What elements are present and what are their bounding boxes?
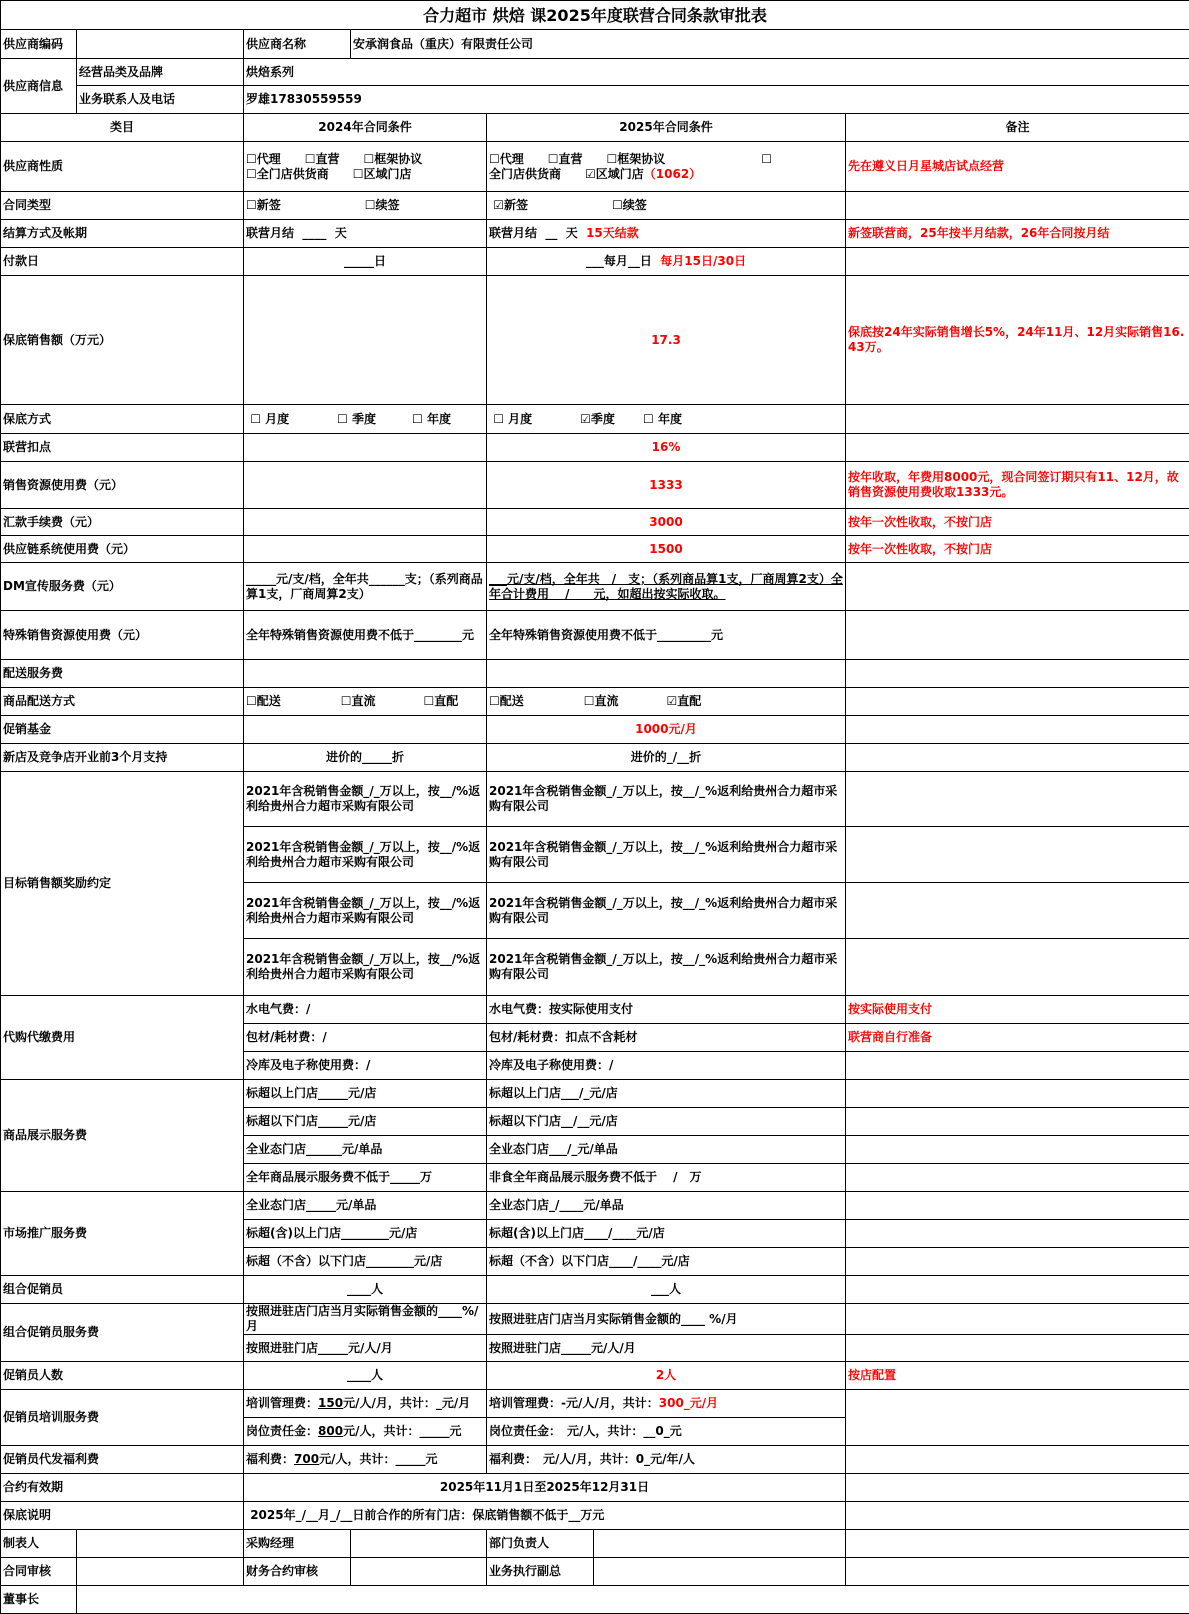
row-label: 保底说明 [1, 1502, 244, 1530]
delivery-mode-2024[interactable]: ☐配送 ☐直流 ☐直配 [244, 688, 487, 716]
note[interactable] [846, 1220, 1189, 1248]
note[interactable]: 先在遵义日月星城店试点经营 [846, 142, 1189, 192]
delivery-fee-2025[interactable] [487, 660, 846, 688]
row-label: 促销员代发福利费 [1, 1446, 244, 1474]
row-label: 合约有效期 [1, 1474, 244, 1502]
chairman-field[interactable] [77, 1586, 1189, 1614]
finance-review-label: 财务合约审核 [244, 1558, 351, 1586]
note[interactable] [846, 1335, 1189, 1362]
signature-row [1, 1586, 1189, 1614]
welfare-2024[interactable] [244, 1446, 487, 1474]
display-label: 商品展示服务费 [1, 1080, 244, 1192]
table-row [1, 536, 1189, 563]
table-row [1, 688, 1189, 716]
text: 元/人/月，共计：_元/月 [343, 1396, 470, 1410]
settlement-2025-text: 联营月结 __ 天 [489, 226, 586, 240]
note[interactable] [846, 1164, 1189, 1192]
settlement-2024[interactable]: 联营月结 ____ 天 [244, 220, 487, 248]
marketing-2024[interactable]: 标超(含)以上门店________元/店 [244, 1220, 487, 1248]
table-row [1, 248, 1189, 276]
note[interactable] [846, 1502, 1189, 1530]
row-label: 配送服务费 [1, 660, 244, 688]
training-2024[interactable] [244, 1418, 487, 1446]
text: 培训管理费：-元/人/月，共计： [489, 1396, 659, 1410]
supplier-name-value[interactable]: 安承润食品（重庆）有限责任公司 [351, 30, 1189, 59]
row-label: 联营扣点 [1, 434, 244, 462]
note[interactable] [846, 1108, 1189, 1136]
promoter-count-2025[interactable]: 2人 [487, 1362, 846, 1390]
proxy-2025[interactable]: 水电气费：按实际使用支付 [487, 996, 846, 1024]
note[interactable] [846, 1446, 1189, 1474]
supplier-name-label: 供应商名称 [244, 30, 351, 59]
table-row [1, 1276, 1189, 1304]
preparer-field[interactable] [77, 1530, 244, 1558]
amount: 700 [294, 1452, 319, 1466]
training-2025[interactable] [487, 1390, 846, 1418]
target-2024[interactable]: 2021年含税销售金额_/_万以上，按__/%返利给贵州合力超市采购有限公司 [244, 827, 487, 883]
note[interactable] [846, 1052, 1189, 1080]
preparer-label: 制表人 [1, 1530, 77, 1558]
supply-chain-2025[interactable]: 1500 [487, 536, 846, 563]
note[interactable]: 按年一次性收取，不按门店 [846, 509, 1189, 536]
table-row [1, 563, 1189, 611]
dept-head-label: 部门负责人 [487, 1530, 594, 1558]
dept-head-field[interactable] [594, 1530, 846, 1558]
row-label: 促销基金 [1, 716, 244, 744]
row-label: 新店及竞争店开业前3个月支持 [1, 744, 244, 772]
note[interactable] [846, 1276, 1189, 1304]
note[interactable] [846, 1136, 1189, 1164]
note[interactable] [846, 688, 1189, 716]
dm-2025[interactable]: ___元/支/档，全年共 / 支；（系列商品算1支，厂商周算2支）全年合计费用 / 元，如超出按实际收取。 [487, 563, 846, 611]
proxy-2024[interactable]: 包材/耗材费：/ [244, 1024, 487, 1052]
text: 元/人，共计：_____元 [343, 1424, 461, 1438]
table-row [1, 744, 1189, 772]
target-2024[interactable]: 2021年含税销售金额_/_万以上，按__/%返利给贵州合力超市采购有限公司 [244, 772, 487, 827]
proxy-2024[interactable]: 水电气费：/ [244, 996, 487, 1024]
text: 福利费： [246, 1452, 294, 1466]
deduction-2024[interactable] [244, 434, 487, 462]
table-row [1, 192, 1189, 220]
settlement-2025[interactable] [487, 220, 846, 248]
note[interactable]: 联营商自行准备 [846, 1024, 1189, 1052]
note[interactable] [846, 1080, 1189, 1108]
note[interactable] [846, 1390, 1189, 1446]
contract-type-2024[interactable]: ☐新签 ☐续签 [244, 192, 487, 220]
marketing-2024[interactable]: 标超（不含）以下门店________元/店 [244, 1248, 487, 1276]
text: 培训管理费： [246, 1396, 318, 1410]
note[interactable]: 按实际使用支付 [846, 996, 1189, 1024]
display-2024[interactable]: 标超以下门店_____元/店 [244, 1108, 487, 1136]
note[interactable] [846, 744, 1189, 772]
row-label: 特殊销售资源使用费（元） [1, 611, 244, 660]
min-mode-2025[interactable]: ☐ 月度 ☑季度 ☐ 年度 [487, 405, 846, 434]
marketing-label: 市场推广服务费 [1, 1192, 244, 1276]
row-label: 组合促销员 [1, 1276, 244, 1304]
row-label: 商品配送方式 [1, 688, 244, 716]
row-label: 供应商性质 [1, 142, 244, 192]
table-row [1, 434, 1189, 462]
header-note: 备注 [846, 114, 1189, 142]
note[interactable]: 按年一次性收取，不按门店 [846, 536, 1189, 563]
display-2025[interactable]: 全业态门店___/_元/单品 [487, 1136, 846, 1164]
validity-value[interactable]: 2025年11月1日至2025年12月31日 [244, 1474, 846, 1502]
table-row [1, 405, 1189, 434]
contact-label: 业务联系人及电话 [77, 86, 244, 114]
payday-2025-value: 每月15日/30日 [660, 254, 746, 268]
proxy-label: 代购代缴费用 [1, 996, 244, 1080]
note[interactable]: 按年收取，年费用8000元，现合同签订期只有11、12月，故销售资源使用费收取1333元。 [846, 462, 1189, 509]
note[interactable] [846, 939, 1189, 996]
promo-fund-2024[interactable] [244, 716, 487, 744]
promoter-fee-2024[interactable]: 按照进驻门店_____元/人/月 [244, 1335, 487, 1362]
supplier-code-value[interactable] [77, 30, 244, 59]
settlement-2025-value: 15天结款 [586, 226, 639, 240]
display-2025[interactable]: 标超以下门店__/__元/店 [487, 1108, 846, 1136]
delivery-fee-2024[interactable] [244, 660, 487, 688]
note[interactable] [846, 772, 1189, 827]
remit-fee-2024[interactable] [244, 509, 487, 536]
note[interactable] [846, 248, 1189, 276]
note[interactable] [846, 1248, 1189, 1276]
category-brand-label: 经营品类及品牌 [77, 59, 244, 86]
row-label: 促销员人数 [1, 1362, 244, 1390]
note[interactable] [846, 660, 1189, 688]
proxy-2025[interactable]: 包材/耗材费：扣点不含耗材 [487, 1024, 846, 1052]
supplier-info-label: 供应商信息 [1, 59, 77, 114]
table-row [1, 1192, 1189, 1220]
supply-chain-2024[interactable] [244, 536, 487, 563]
payday-2025-text: ___每月__日 [586, 254, 660, 268]
target-2025[interactable]: 2021年含税销售金额_/_万以上，按__/_%返利给贵州合力超市采购有限公司 [487, 827, 846, 883]
note[interactable]: 按店配置 [846, 1362, 1189, 1390]
signature-row [1, 1530, 1189, 1558]
table-row [1, 220, 1189, 248]
note[interactable] [846, 611, 1189, 660]
table-row [1, 611, 1189, 660]
display-2025[interactable]: 标超以上门店___/_元/店 [487, 1080, 846, 1108]
promoter-count-2024[interactable]: ____人 [244, 1362, 487, 1390]
table-row [1, 1080, 1189, 1108]
marketing-2025[interactable]: 标超（不含）以下门店____/____元/店 [487, 1248, 846, 1276]
table-row [1, 1502, 1189, 1530]
sales-resource-2025[interactable]: 1333 [487, 462, 846, 509]
signature-row [1, 1558, 1189, 1586]
category-brand-value[interactable]: 烘焙系列 [244, 59, 1189, 86]
header-2025: 2025年合同条件 [487, 114, 846, 142]
row-label: 销售资源使用费（元） [1, 462, 244, 509]
blank-cell [846, 1558, 1189, 1586]
purchasing-manager-label: 采购经理 [244, 1530, 351, 1558]
header-2024: 2024年合同条件 [244, 114, 487, 142]
training-2025[interactable]: 岗位责任金： 元/人，共计：__0_元 [487, 1418, 846, 1446]
remit-fee-2025[interactable]: 3000 [487, 509, 846, 536]
amount: 150 [318, 1396, 343, 1410]
display-2025[interactable]: 非食全年商品展示服务费不低于 / 万 [487, 1164, 846, 1192]
row-label: 付款日 [1, 248, 244, 276]
promoter-fee-2024[interactable]: 按照进驻店门店当月实际销售金额的____%/月 [244, 1304, 487, 1335]
table-row [1, 1304, 1189, 1335]
store-count: （1062） [644, 167, 701, 181]
deduction-2025[interactable]: 16% [487, 434, 846, 462]
contract-review-field[interactable] [77, 1558, 244, 1586]
note[interactable] [846, 883, 1189, 939]
note[interactable] [846, 405, 1189, 434]
exec-vp-label: 业务执行副总 [487, 1558, 594, 1586]
text: 元/人，共计：_____元 [319, 1452, 437, 1466]
promoter-2025[interactable]: ___人 [487, 1276, 846, 1304]
table-row [1, 772, 1189, 827]
proxy-2024[interactable]: 冷库及电子称使用费：/ [244, 1052, 487, 1080]
contract-review-label: 合同审核 [1, 1558, 77, 1586]
note[interactable] [846, 192, 1189, 220]
special-resource-2024[interactable]: 全年特殊销售资源使用费不低于________元 [244, 611, 487, 660]
table-row [1, 716, 1189, 744]
exec-vp-field[interactable] [594, 1558, 846, 1586]
table-row [1, 996, 1189, 1024]
note[interactable]: 保底按24年实际销售增长5%，24年11月、12月实际销售16.43万。 [846, 276, 1189, 405]
note[interactable] [846, 716, 1189, 744]
row-label: 结算方式及帐期 [1, 220, 244, 248]
dm-2024[interactable]: _____元/支/档，全年共______支；（系列商品算1支，厂商周算2支） [244, 563, 487, 611]
row-label: 合同类型 [1, 192, 244, 220]
training-2024[interactable] [244, 1390, 487, 1418]
target-2025[interactable]: 2021年含税销售金额_/_万以上，按__/_%返利给贵州合力超市采购有限公司 [487, 883, 846, 939]
nature-2025-text: ☐代理 ☐直营 ☐框架协议 ☐ 全门店供货商 ☑区域门店 [489, 152, 772, 181]
nature-2025[interactable] [487, 142, 846, 192]
display-2024[interactable]: 标超以上门店_____元/店 [244, 1080, 487, 1108]
amount: 300_元/月 [659, 1396, 718, 1410]
payday-2024[interactable]: _____日 [244, 248, 487, 276]
contract-type-2025[interactable]: ☑新签 ☐续签 [487, 192, 846, 220]
note[interactable] [846, 1304, 1189, 1335]
table-row [1, 462, 1189, 509]
min-sales-2025[interactable]: 17.3 [487, 276, 846, 405]
target-2025[interactable]: 2021年含税销售金额_/_万以上，按__/_%返利给贵州合力超市采购有限公司 [487, 772, 846, 827]
form-title: 合力超市 烘焙 课2025年度联营合同条款审批表 [1, 1, 1189, 30]
target-2024[interactable]: 2021年含税销售金额_/_万以上，按__/%返利给贵州合力超市采购有限公司 [244, 939, 487, 996]
supplier-code-label: 供应商编码 [1, 30, 77, 59]
payday-2025[interactable] [487, 248, 846, 276]
table-row [1, 1390, 1189, 1418]
note[interactable] [846, 1192, 1189, 1220]
note[interactable] [846, 1474, 1189, 1502]
row-label: 供应链系统使用费（元） [1, 536, 244, 563]
table-row [1, 1446, 1189, 1474]
training-label: 促销员培训服务费 [1, 1390, 244, 1446]
promoter-fee-label: 组合促销员服务费 [1, 1304, 244, 1362]
row-label: 汇款手续费（元） [1, 509, 244, 536]
welfare-2025[interactable]: 福利费： 元/人/月，共计：0_元/年/人 [487, 1446, 846, 1474]
promoter-2024[interactable]: ____人 [244, 1276, 487, 1304]
finance-review-field[interactable] [351, 1558, 487, 1586]
target-label: 目标销售额奖励约定 [1, 772, 244, 996]
sales-resource-2024[interactable] [244, 462, 487, 509]
display-2024[interactable]: 全年商品展示服务费不低于_____万 [244, 1164, 487, 1192]
new-store-2024[interactable]: 进价的_____折 [244, 744, 487, 772]
table-row [1, 660, 1189, 688]
contact-value[interactable]: 罗雄17830559559 [244, 86, 1189, 114]
target-2025[interactable]: 2021年含税销售金额_/_万以上，按__/_%返利给贵州合力超市采购有限公司 [487, 939, 846, 996]
target-2024[interactable]: 2021年含税销售金额_/_万以上，按__/%返利给贵州合力超市采购有限公司 [244, 883, 487, 939]
amount: 800 [318, 1424, 343, 1438]
min-mode-2024[interactable]: ☐ 月度 ☐ 季度 ☐ 年度 [244, 405, 487, 434]
proxy-2025[interactable]: 冷库及电子称使用费：/ [487, 1052, 846, 1080]
table-row [1, 1362, 1189, 1390]
new-store-2025[interactable]: 进价的_/__折 [487, 744, 846, 772]
promo-fund-2025[interactable]: 1000元/月 [487, 716, 846, 744]
promoter-fee-2025[interactable]: 按照进驻门店_____元/人/月 [487, 1335, 846, 1362]
row-label: DM宣传服务费（元） [1, 563, 244, 611]
delivery-mode-2025[interactable]: ☐配送 ☐直流 ☑直配 [487, 688, 846, 716]
table-row [1, 509, 1189, 536]
blank-cell [846, 1530, 1189, 1558]
marketing-2024[interactable]: 全业态门店_____元/单品 [244, 1192, 487, 1220]
table-row [1, 1474, 1189, 1502]
marketing-2025[interactable]: 全业态门店_/____元/单品 [487, 1192, 846, 1220]
table-row [1, 276, 1189, 405]
display-2024[interactable]: 全业态门店______元/单品 [244, 1136, 487, 1164]
note[interactable] [846, 563, 1189, 611]
note[interactable]: 新签联营商，25年按半月结款，26年合同按月结 [846, 220, 1189, 248]
header-category: 类目 [1, 114, 244, 142]
guarantee-value[interactable]: 2025年_/__月_/__日前合作的所有门店：保底销售额不低于__万元 [244, 1502, 846, 1530]
special-resource-2025[interactable]: 全年特殊销售资源使用费不低于_________元 [487, 611, 846, 660]
promoter-fee-2025[interactable]: 按照进驻店门店当月实际销售金额的____ %/月 [487, 1304, 846, 1335]
min-sales-2024[interactable] [244, 276, 487, 405]
note[interactable] [846, 827, 1189, 883]
row-label: 保底销售额（万元） [1, 276, 244, 405]
row-label: 保底方式 [1, 405, 244, 434]
chairman-label: 董事长 [1, 1586, 77, 1614]
text: 岗位责任金： [246, 1424, 318, 1438]
purchasing-manager-field[interactable] [351, 1530, 487, 1558]
table-row [1, 142, 1189, 192]
note[interactable] [846, 434, 1189, 462]
marketing-2025[interactable]: 标超(含)以上门店____/____元/店 [487, 1220, 846, 1248]
nature-2024[interactable]: ☐代理 ☐直营 ☐框架协议 ☐全门店供货商 ☐区域门店 [244, 142, 487, 192]
